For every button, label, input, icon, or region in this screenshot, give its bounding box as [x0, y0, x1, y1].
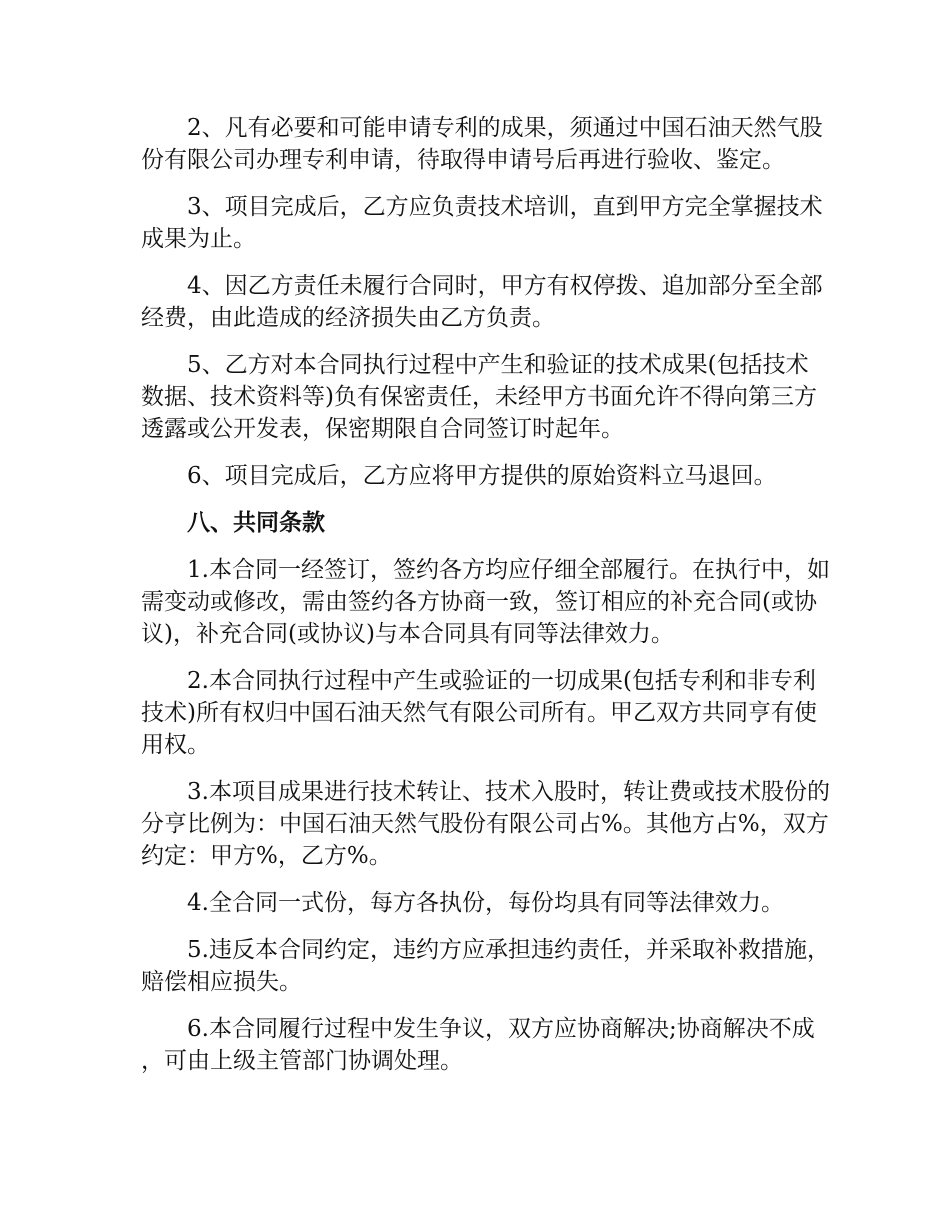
clause-paragraph: 3、项目完成后，乙方应负责技术培训，直到甲方完全掌握技术成果为止。 — [141, 194, 823, 252]
clause-paragraph: 4.全合同一式份，每方各执份，每份均具有同等法律效力。 — [187, 890, 784, 916]
clause-paragraph: 5.违反本合同约定，违约方应承担违约责任，并采取补救措施，赔偿相应损失。 — [141, 937, 830, 995]
clause-paragraph: 2.本合同执行过程中产生或验证的一切成果(包括专利和非专利技术)所有权归中国石油天然气有限公司所有。甲乙双方共同亨有使用权。 — [141, 668, 817, 758]
clause-paragraph: 3.本项目成果进行技术转让、技术入股时，转让费或技术股份的分亨比例为：中国石油天然气股份有限公司占%。其他方占%，双方约定：甲方%，乙方%。 — [141, 779, 830, 869]
document-body — [141, 112, 831, 1092]
clause-paragraph: 5、乙方对本合同执行过程中产生和验证的技术成果(包括技术数据、技术资料等)负有保密责任，未经甲方书面允许不得向第三方透露或公开发表，保密期限自合同签订时起年。 — [141, 352, 817, 442]
section-heading: 八、共同条款 — [187, 510, 325, 536]
clause-paragraph: 1.本合同一经签订，签约各方均应仔细全部履行。在执行中，如需变动或修改，需由签约各方协商一致，签订相应的补充合同(或协议)，补充合同(或协议)与本合同具有同等法律效力。 — [141, 557, 830, 647]
clause-paragraph: 4、因乙方责任未履行合同时，甲方有权停拨、追加部分至全部经费，由此造成的经济损失由乙方负责。 — [141, 273, 823, 331]
clause-paragraph: 2、凡有必要和可能申请专利的成果，须通过中国石油天然气股份有限公司办理专利申请，待取得申请号后再进行验收、鉴定。 — [141, 115, 823, 173]
clause-paragraph: 6、项目完成后，乙方应将甲方提供的原始资料立马退回。 — [187, 463, 777, 489]
clause-paragraph: 6.本合同履行过程中发生争议，双方应协商解决;协商解决不成，可由上级主管部门协调处理。 — [141, 1016, 815, 1074]
